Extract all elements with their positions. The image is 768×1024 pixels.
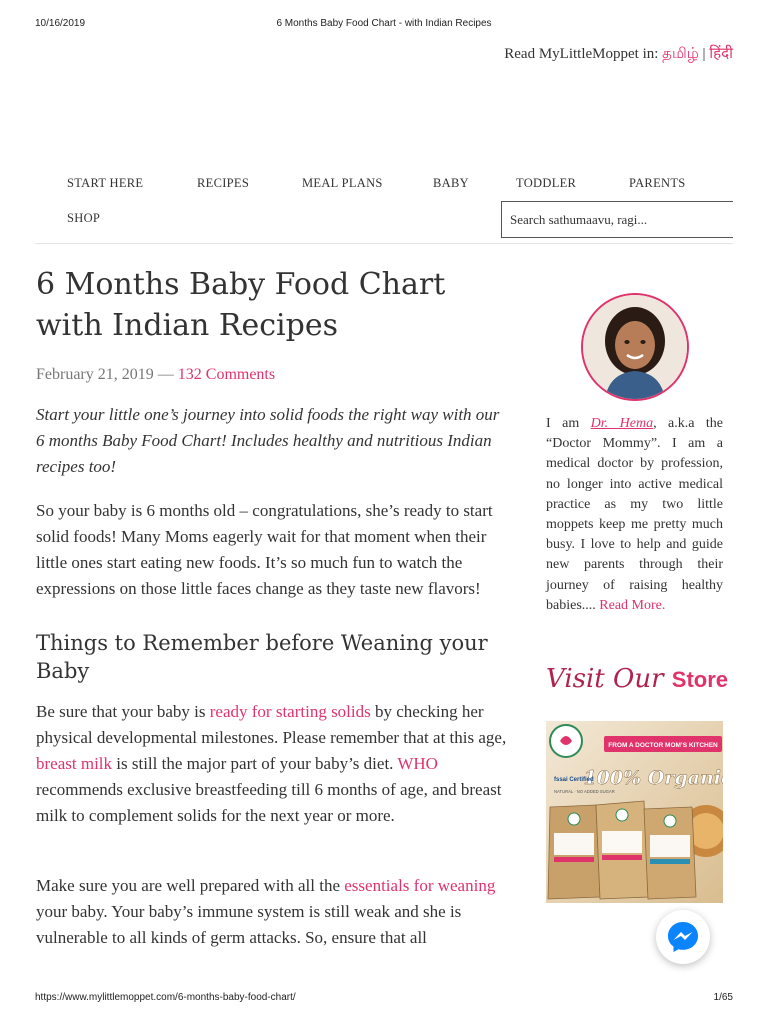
print-date: 10/16/2019: [35, 18, 86, 29]
author-bio: [546, 414, 723, 616]
store-banner-graphic: [546, 721, 723, 903]
text: , a.k.a the “Doctor Mommy”. I am a medical doctor by profession, no longer into active medical practice as my two little moppets keep me pretty much busy. I love to help and guide new parents through their journey of raising healthy babies....: [546, 416, 724, 613]
comments-link[interactable]: 132 Comments: [177, 366, 276, 383]
language-prefix: Read MyLittleMoppet in:: [504, 46, 659, 62]
paragraph-1: So your baby is 6 months old – congratulations, she’s ready to start solid foods! Many Moms eagerly wait for that moment when their little ones start eating new foods. It’s so much fun to watch the expressions on those little faces change as they taste new flavors!: [36, 501, 493, 598]
visit-store-heading[interactable]: [546, 664, 729, 695]
nav-item-toddler[interactable]: TODDLER: [516, 176, 577, 190]
banner-claims: NATURAL · NO ADDED SUGAR: [554, 789, 615, 794]
messenger-icon: [656, 910, 710, 964]
article-intro: Start your little one’s journey into solid foods the right way with our 6 months Baby Food Chart! Includes healthy and nutritious Indian recipes too!: [36, 405, 500, 476]
author-portrait-icon: [583, 295, 687, 399]
language-separator: |: [702, 46, 706, 62]
nav-divider: [35, 243, 733, 244]
hindi-link[interactable]: हिंदी: [709, 46, 733, 62]
tamil-link[interactable]: தமிழ்: [662, 46, 699, 62]
author-name-link[interactable]: Dr. Hema: [590, 416, 654, 431]
nav-item-parents[interactable]: PARENTS: [629, 176, 686, 190]
nav-item-shop[interactable]: SHOP: [67, 211, 101, 225]
article-date: February 21, 2019: [36, 366, 154, 383]
article-title: 6 Months Baby Food Chart with Indian Recipes: [36, 267, 446, 343]
language-bar: [504, 43, 733, 64]
paragraph-2: [36, 699, 512, 829]
text: by checking her physical developmental milestones. Please remember that at this age,: [36, 702, 507, 747]
text: recommends exclusive breastfeeding till 6 months of age, and breast milk to complement solids for the next year or more.: [36, 780, 502, 825]
paragraph-3: [36, 873, 512, 951]
section-heading: Things to Remember before Weaning your Baby: [36, 631, 488, 683]
author-avatar[interactable]: [581, 293, 689, 401]
text: Make sure you are well prepared with all the: [36, 876, 345, 895]
banner-organic: 100% Organic: [583, 767, 723, 789]
text: is still the major part of your baby’s diet.: [112, 754, 398, 773]
text: I am: [546, 416, 591, 431]
meta-dash: —: [157, 366, 174, 383]
store-banner[interactable]: [546, 721, 723, 903]
text: Be sure that your baby is: [36, 702, 210, 721]
article: [36, 264, 512, 951]
search-box: [501, 201, 733, 238]
sidebar: [546, 293, 729, 794]
search-input[interactable]: [502, 202, 733, 237]
banner-tagline: FROM A DOCTOR MOM’S KITCHEN: [608, 742, 718, 749]
who-link[interactable]: WHO: [397, 754, 438, 773]
essentials-for-weaning-link[interactable]: essentials for weaning: [344, 876, 496, 895]
banner-cert: fssai Certified: [554, 777, 594, 783]
nav-item-baby[interactable]: BABY: [433, 176, 469, 190]
read-more-link[interactable]: Read More.: [599, 597, 666, 613]
text: your baby. Your baby’s immune system is still weak and she is vulnerable to all kinds of germ attacks. So, ensure that all: [36, 902, 462, 947]
store-label: Store: [671, 667, 729, 693]
messenger-button[interactable]: [656, 910, 710, 964]
breast-milk-link[interactable]: breast milk: [36, 754, 113, 773]
print-url: https://www.mylittlemoppet.com/6-months-baby-food-chart/: [35, 992, 296, 1003]
nav-item-start-here[interactable]: START HERE: [67, 176, 144, 190]
nav-item-recipes[interactable]: RECIPES: [197, 176, 250, 190]
print-page-number: 1/65: [713, 992, 733, 1003]
ready-for-solids-link[interactable]: ready for starting solids: [209, 702, 371, 721]
nav-item-meal-plans[interactable]: MEAL PLANS: [302, 176, 383, 190]
article-meta: [36, 366, 512, 384]
visit-label: Visit Our: [546, 664, 664, 695]
print-title: 6 Months Baby Food Chart - with Indian Recipes: [276, 18, 492, 29]
